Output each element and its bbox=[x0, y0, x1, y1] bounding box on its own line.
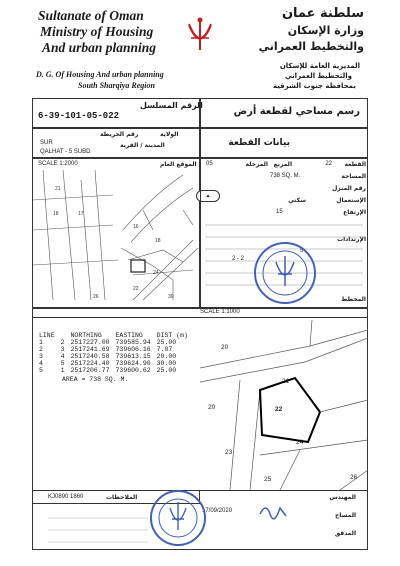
coord-northing: 2517241.69 bbox=[70, 346, 110, 353]
coord-dist: 25.00 bbox=[156, 367, 177, 374]
table-row bbox=[36, 339, 191, 346]
table-row bbox=[36, 360, 191, 367]
coord-dist: 20.00 bbox=[156, 353, 177, 360]
footer-date: 17/09/2020 bbox=[202, 508, 233, 514]
coord-header bbox=[58, 332, 68, 339]
height-label: الإرتفاع bbox=[343, 209, 366, 216]
coordinates-header-row bbox=[36, 332, 191, 339]
header-en-title1: Sultanate of Oman bbox=[38, 8, 144, 23]
coordinates-table bbox=[36, 332, 191, 374]
setback-sides: 2 - 2 bbox=[232, 256, 245, 262]
coord-easting: 739600.62 bbox=[115, 367, 151, 374]
map-plot-22: 22 bbox=[275, 406, 283, 413]
setback-label: الإرتدادات bbox=[337, 236, 366, 243]
coord-northing: 2517206.77 bbox=[70, 367, 110, 374]
setback-front: 5 bbox=[300, 248, 304, 254]
coord-from: 3 bbox=[39, 353, 43, 360]
header-en-title3: And urban planning bbox=[42, 40, 157, 55]
svg-text:26: 26 bbox=[93, 294, 99, 300]
svg-text:18: 18 bbox=[53, 211, 59, 217]
coord-easting: 739613.15 bbox=[115, 353, 151, 360]
survey-title: رسم مساحي لقطعة أرض bbox=[233, 106, 360, 117]
table-row bbox=[36, 353, 191, 360]
key-map-road-label: ▲ bbox=[196, 190, 220, 202]
footer-sign3: المدقق bbox=[334, 530, 356, 537]
plot-label: القطعة bbox=[344, 161, 366, 168]
footer-code: KJ0890 1860 bbox=[48, 494, 84, 500]
serial-label: الرقم المسلسل bbox=[140, 101, 203, 110]
serial-number: 6-39-101-05-022 bbox=[38, 111, 120, 121]
svg-text:21: 21 bbox=[55, 186, 61, 192]
usage-label: الإستعمال bbox=[336, 197, 366, 204]
footer-sign2: المساح bbox=[334, 512, 356, 519]
map-number-label: رقم الخريطة bbox=[100, 131, 139, 138]
svg-text:18: 18 bbox=[155, 238, 161, 244]
map-plot-23: 23 bbox=[225, 449, 233, 456]
footer-stamp-icon bbox=[148, 488, 208, 548]
village-value: QALHAT - 5 SUBD bbox=[40, 149, 91, 155]
header-ar-title1: سلطنة عمان bbox=[281, 6, 364, 21]
plan-label: المخطط bbox=[341, 296, 366, 303]
coord-to: 5 bbox=[60, 360, 65, 367]
header-en-title2: Ministry of Housing bbox=[40, 24, 154, 39]
main-scale: SCALE 1:1000 bbox=[200, 309, 240, 315]
oman-emblem-icon bbox=[183, 14, 217, 56]
coord-to: 2 bbox=[60, 339, 65, 346]
map-plot-21: 21 bbox=[282, 378, 290, 385]
coord-dist: 25.00 bbox=[156, 339, 177, 346]
table-row bbox=[36, 346, 191, 353]
header-ar-sub2: والتخطيط العمراني bbox=[284, 72, 352, 80]
coord-header: LINE bbox=[39, 332, 55, 339]
map-plot-24: 24 bbox=[296, 439, 304, 446]
official-stamp-icon bbox=[252, 240, 318, 306]
signature-icon bbox=[258, 500, 288, 520]
coord-from: 5 bbox=[39, 367, 43, 374]
block-label: المربع bbox=[273, 161, 292, 168]
wilaya-label: الولاية bbox=[160, 131, 179, 138]
coord-easting: 739606.16 bbox=[115, 346, 151, 353]
plot-number: 22 bbox=[325, 161, 332, 167]
map-plot-20b: 20 bbox=[208, 404, 216, 411]
coord-easting: 739585.94 bbox=[115, 339, 151, 346]
coord-northing: 2517227.00 bbox=[70, 339, 110, 346]
svg-text:22: 22 bbox=[133, 286, 139, 292]
key-map-label: الموقع العام bbox=[160, 161, 197, 168]
svg-text:30: 30 bbox=[168, 294, 174, 300]
footer-notes-lines bbox=[48, 510, 148, 546]
house-no-label: رقم المنزل bbox=[332, 185, 366, 192]
header-en-sub1: D. G. Of Housing And urban planning bbox=[36, 70, 164, 79]
coord-dist: 30.00 bbox=[156, 360, 177, 367]
key-map-drawing bbox=[33, 170, 199, 307]
coord-to: 3 bbox=[60, 346, 65, 353]
header-ar-sub3: بمحافظة جنوب الشرقية bbox=[272, 82, 356, 90]
coord-header: DIST (m) bbox=[156, 332, 188, 339]
map-plot-26: 26 bbox=[350, 474, 358, 481]
usage-value: سكني bbox=[288, 197, 306, 204]
coord-header: NORTHING bbox=[70, 332, 102, 339]
svg-text:16: 16 bbox=[133, 224, 139, 230]
table-row bbox=[36, 367, 191, 374]
key-map-scale: SCALE 1:2000 bbox=[38, 161, 78, 167]
coord-northing: 2517224.40 bbox=[70, 360, 110, 367]
header-ar-title3: والتخطيط العمراني bbox=[258, 40, 364, 53]
coord-northing: 2517240.58 bbox=[70, 353, 110, 360]
coord-header: EASTING bbox=[115, 332, 143, 339]
header-en-sub2: South Sharqiya Region bbox=[78, 81, 155, 90]
svg-text:17: 17 bbox=[78, 211, 84, 217]
footer-notes-label: الملاحظات bbox=[106, 494, 138, 501]
coordinates-area: AREA = 738 SQ. M. bbox=[62, 376, 129, 383]
coord-easting: 739624.90 bbox=[115, 360, 151, 367]
phase-label: المرحلة bbox=[245, 161, 268, 168]
height-value: 15 bbox=[276, 209, 283, 215]
area-label: المساحة bbox=[341, 173, 366, 180]
coord-to: 1 bbox=[60, 367, 65, 374]
coord-from: 2 bbox=[39, 346, 43, 353]
map-plot-20a: 20 bbox=[221, 344, 229, 351]
plot-data-title: بيانات القطعة bbox=[228, 138, 290, 148]
header-ar-sub1: المديرية العامة للإسكان bbox=[279, 62, 360, 70]
village-label: المدينة / القرية bbox=[120, 142, 165, 149]
coord-from: 1 bbox=[39, 339, 43, 346]
coord-to: 4 bbox=[60, 353, 65, 360]
coord-dist: 7.07 bbox=[156, 346, 173, 353]
wilaya-value: SUR bbox=[40, 140, 53, 146]
phase-value: 05 bbox=[206, 161, 213, 167]
svg-text:24: 24 bbox=[153, 270, 159, 276]
area-value: 738 SQ. M. bbox=[270, 173, 301, 179]
coord-from: 4 bbox=[39, 360, 43, 367]
header-ar-title2: وزارة الإسكان bbox=[287, 24, 364, 37]
map-plot-25: 25 bbox=[264, 476, 272, 483]
footer-sign1: المهندس bbox=[329, 494, 356, 501]
